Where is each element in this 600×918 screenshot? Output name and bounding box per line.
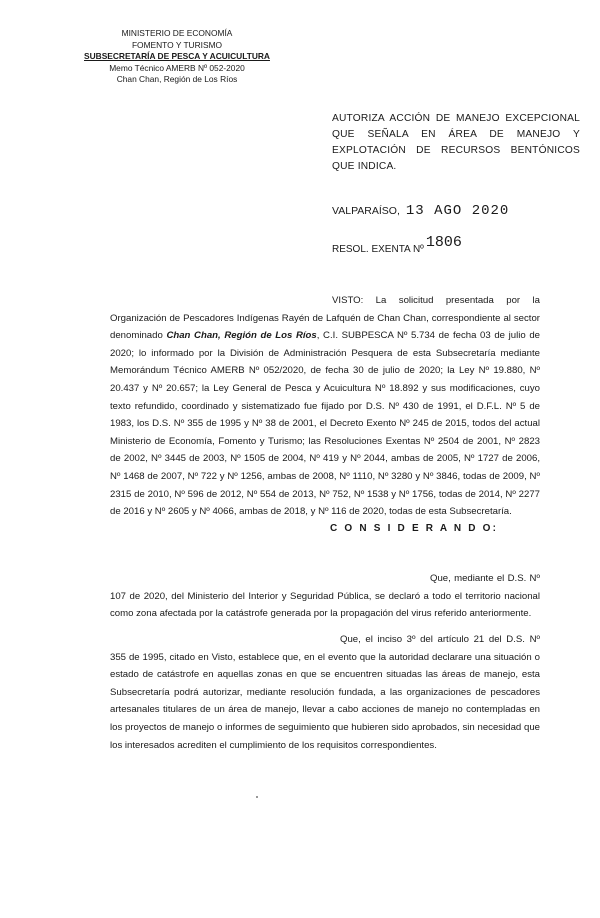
subsecretaria-name: SUBSECRETARÍA DE PESCA Y ACUICULTURA — [84, 51, 270, 61]
place-name: VALPARAÍSO, — [332, 205, 400, 217]
considerando-paragraph-1: Que, mediante el D.S. Nº 107 de 2020, del Ministerio del Interior y Seguridad Pública, se declaró a todo el territorio nacional como zona afectada por la catástrofe generada por la propagación del virus referido anteriormente. — [110, 573, 540, 620]
letterhead — [82, 28, 272, 86]
ministry-name: MINISTERIO DE ECONOMÍA — [121, 28, 233, 38]
visto-rest: , C.I. SUBPESCA Nº 5.734 de fecha 03 de julio de 2020; lo informado por la División de Administración Pesquera de esta Subsecretaría mediante Memorándum Técnico AMERB Nº 052/2020, de fecha 30 de julio de 2020; la Ley Nº 19.880, Nº 20.437 y Nº 20.657; la Ley General de Pesca y Acuicultura Nº 18.892 y sus modificaciones, cuyo texto refundido, coordinado y sistematizado fue fijado por D.S. Nº 430 de 1991, el D.F.L. Nº 5 de 1983, los D.S. Nº 355 de 1995 y Nº 38 de 2001, el Decreto Exento Nº 245 de 2015, todos del actual Ministerio de Economía, Fomento y Turismo; las Resoluciones Exentas Nº 2504 de 2001, Nº 2823 de 2002, Nº 3445 de 2003, Nº 1505 de 2004, Nº 419 y Nº 2044, ambas de 2005, Nº 1727 de 2006, Nº 1468 de 2007, Nº 722 y Nº 1256, ambas de 2008, Nº 1110, Nº 3280 y Nº 3846, todas de 2009, Nº 2315 de 2010, Nº 596 de 2012, Nº 554 de 2013, Nº 752, Nº 1538 y Nº 1756, todas de 2014, Nº 2277 de 2016 y Nº 2605 y Nº 4066, ambas de 2018, y Nº 116 de 2020, todas de esta Subsecretaría. — [110, 330, 540, 518]
ministry-subtitle: FOMENTO Y TURISMO — [131, 39, 223, 50]
resolution-number-line — [332, 234, 582, 257]
memo-reference: Memo Técnico AMERB Nº 052-2020 — [109, 62, 245, 73]
resolution-number-stamp: 1806 — [425, 234, 462, 251]
visto-paragraph — [110, 292, 540, 521]
resolution-date-stamp: 13 AGO 2020 — [405, 203, 510, 219]
place-date — [332, 203, 582, 219]
sector-name: Chan Chan, Región de Los Ríos — [166, 330, 317, 342]
considerando-paragraph-2: Que, el inciso 3º del artículo 21 del D.S. Nº 355 de 1995, citado en Visto, establece que, en el evento que la autoridad declarare una situación o estado de catástrofe en aquellas zonas en que se encuentren situadas las áreas de manejo, esta Subsecretaría podrá autorizar, mediante resolución fundada, a las organizaciones de pescadores artesanales titulares de un área de manejo, llevar a cabo acciones de manejo no contempladas en los proyectos de manejo o informes de seguimiento que hubieren sido aprobados, sin necesidad que los interesados acrediten el cumplimiento de los requisitos correspondientes. — [110, 634, 540, 751]
resolution-label: RESOL. EXENTA Nº — [332, 244, 424, 255]
location-reference: Chan Chan, Región de Los Ríos — [116, 74, 238, 84]
scan-speck — [256, 796, 258, 798]
considerando-heading: C O N S I D E R A N D O: — [330, 523, 499, 534]
visto-lead: VISTO: La solicitud presentada por la Organización de Pescadores Indígenas Rayén de Lafquén de Chan Chan, correspondiente al sector denominado — [110, 295, 540, 342]
resolution-subject: AUTORIZA ACCIÓN DE MANEJO EXCEPCIONAL QUE SEÑALA EN ÁREA DE MANEJO Y EXPLOTACIÓN DE RECURSOS BENTÓNICOS QUE INDICA. — [332, 113, 580, 172]
